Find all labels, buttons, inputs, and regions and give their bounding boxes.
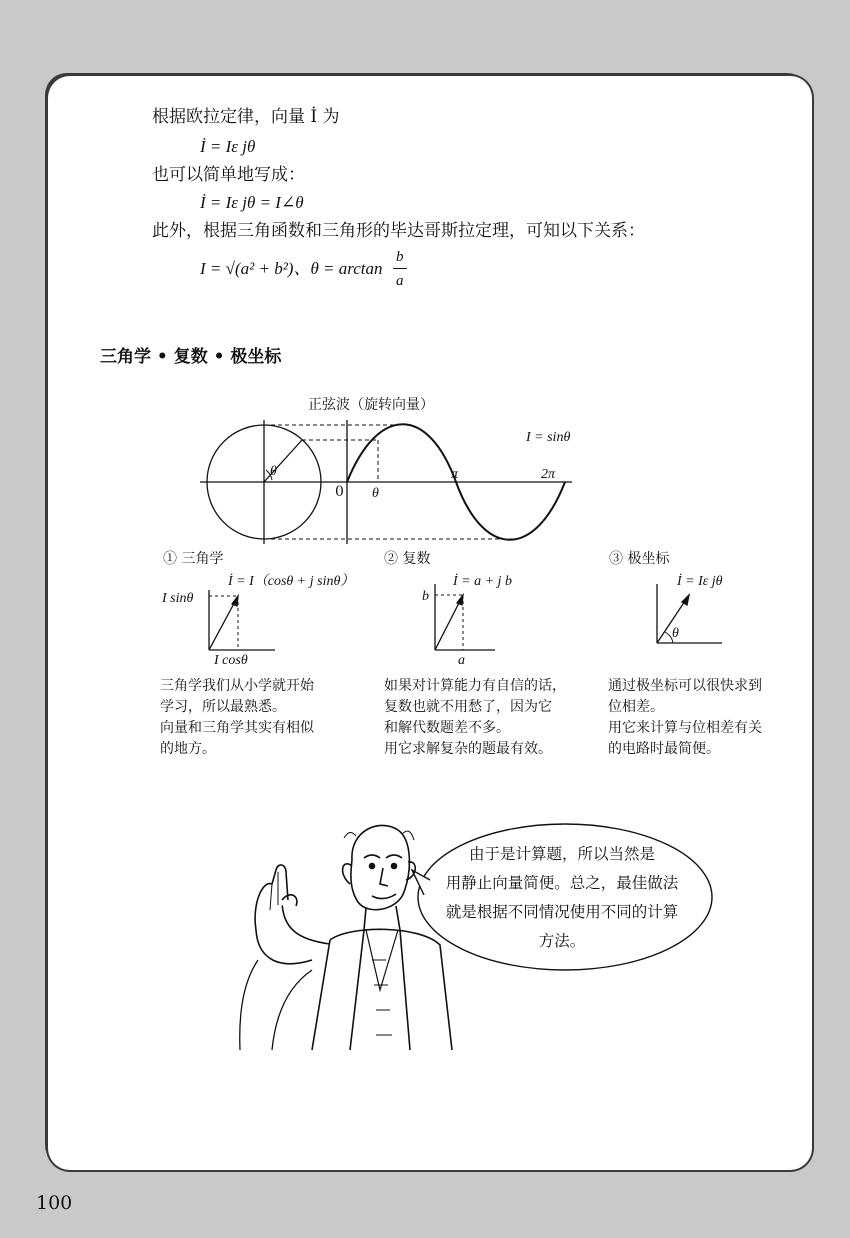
method-trig-description: 三角学我们从小学就开始 学习，所以最熟悉。 向量和三角学其实有相似 的地方。 [160,678,314,757]
method-polar-description: 通过极坐标可以很快求到 位相差。 用它来计算与位相差有关 的电路时最简便。 [608,678,762,757]
method-trig-formula: İ = I（cosθ + j sinθ） [228,574,355,589]
method-complex-description: 如果对计算能力有自信的话， 复数也就不用愁了，因为它 和解代数题差不多。 用它求解复杂的题最有效。 [384,678,566,757]
wave-label-theta: θ [372,486,379,501]
speech-line-3: 就是根据不同情况使用不同的计算 [445,903,679,921]
page-number: 100 [36,1192,73,1214]
professor-illustration [240,825,452,1050]
method-polar-heading: ③ 极坐标 [609,551,670,567]
speech-line-2: 用静止向量简便。总之，最佳做法 [445,874,679,892]
method-complex-y-label: b [422,589,429,604]
intro-equation-1: İ = Iε jθ [200,137,256,156]
method-trig-x-label: I cosθ [214,653,248,668]
wave-formula: I = sinθ [526,430,571,445]
speech-line-4: 方法。 [538,932,586,950]
complex-arrowhead [457,595,463,605]
method-complex-x-label: a [458,653,465,668]
method-polar-formula: İ = Iε jθ [677,574,723,589]
method-trig-heading: ① 三角学 [163,551,224,567]
intro-line-2: 也可以简单地写成： [152,165,305,185]
intro-line-3: 此外，根据三角函数和三角形的毕达哥斯拉定理，可知以下关系： [152,221,645,241]
circle-angle-label: θ [270,464,277,479]
method-complex-formula: İ = a + j b [453,574,512,589]
intro-equation-2: İ = Iε jθ = I∠θ [200,193,304,212]
speech-line-1: 由于是计算题，所以当然是 [468,845,655,863]
wave-title: 正弦波（旋转向量） [308,397,434,413]
section-title: 三角学 • 复数 • 极坐标 [100,347,282,367]
wave-label-2pi: 2π [541,467,556,482]
intro-equation-3: I = √(a² + b²)、θ = arctan [200,259,383,278]
fraction-denominator: a [396,273,404,289]
method-complex-heading: ② 复数 [384,551,431,567]
method-polar-angle-label: θ [672,626,679,641]
trig-arrowhead [232,596,238,606]
fraction-numerator: b [396,249,404,265]
intro-line-1: 根据欧拉定律，向量 İ 为 [152,107,340,127]
method-trig-y-label: I sinθ [162,591,194,606]
wave-label-zero: 0 [335,484,344,500]
wave-label-pi: π [451,467,459,482]
